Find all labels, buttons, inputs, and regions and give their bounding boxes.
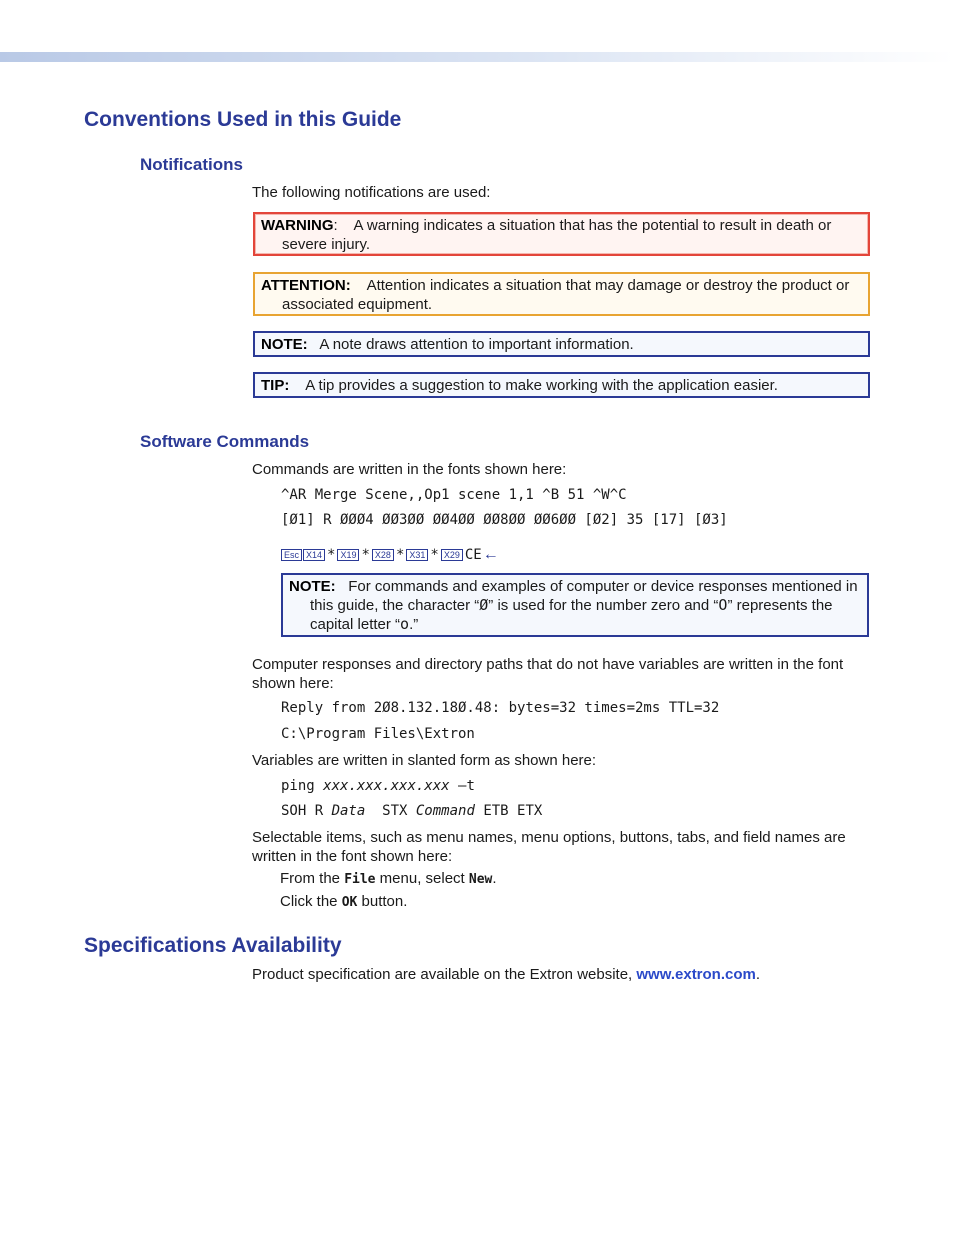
variable-example-2-a: SOH R bbox=[281, 803, 332, 819]
variable-example-1-c: —t bbox=[449, 778, 475, 794]
subsection-title-software-commands: Software Commands bbox=[140, 432, 310, 451]
selectable-example-1-c: . bbox=[492, 870, 497, 887]
commands-note-text-a: For commands and examples of computer or device responses mentioned in this guide, the character “ bbox=[310, 578, 858, 614]
commands-note-text-b: ” is used for the number zero and “ bbox=[488, 597, 719, 614]
key-x19: X19 bbox=[337, 549, 359, 561]
responses-intro: Computer responses and directory paths that do not have variables are written in the font shown here: bbox=[252, 656, 844, 692]
variable-example-2-b: Data bbox=[331, 803, 366, 819]
warning-text: A warning indicates a situation that has the potential to result in death or severe injury. bbox=[282, 217, 832, 253]
attention-label: ATTENTION: bbox=[261, 277, 351, 294]
variable-example-2 bbox=[281, 802, 542, 820]
tip-label: TIP: bbox=[261, 377, 290, 394]
command-example-2: [Ø1] R ØØØ4 ØØ3ØØ ØØ4ØØ ØØ8ØØ ØØ6ØØ [Ø2] 35 [17] [Ø3] bbox=[281, 512, 728, 528]
commands-note-zero: Ø bbox=[479, 596, 489, 614]
key-x28: X28 bbox=[372, 549, 394, 561]
warning-colon: : bbox=[333, 217, 338, 234]
selectable-ok: OK bbox=[341, 895, 358, 910]
commands-intro: Commands are written in the fonts shown here: bbox=[252, 461, 567, 478]
key-esc: Esc bbox=[281, 549, 302, 561]
commands-note-oh-lower: o bbox=[400, 615, 410, 633]
note-label: NOTE: bbox=[261, 336, 308, 353]
selectable-example-2 bbox=[280, 892, 407, 912]
left-arrow-icon: ← bbox=[482, 546, 499, 563]
section-title-specifications: Specifications Availability bbox=[84, 934, 342, 957]
extron-website-link[interactable]: www.extron.com bbox=[636, 966, 756, 983]
selectable-file: File bbox=[344, 872, 376, 887]
key-x29: X29 bbox=[441, 549, 463, 561]
subsection-title-notifications: Notifications bbox=[140, 155, 243, 174]
selectable-example-2-a: Click the bbox=[280, 893, 342, 910]
variable-example-1-a: ping bbox=[281, 778, 324, 794]
section-title-conventions: Conventions Used in this Guide bbox=[84, 108, 402, 131]
attention-text: Attention indicates a situation that may damage or destroy the product or associated equipment. bbox=[282, 277, 850, 313]
specifications-text bbox=[252, 965, 868, 984]
selectable-example-1-a: From the bbox=[280, 870, 345, 887]
warning-label: WARNING bbox=[261, 217, 334, 234]
specifications-text-end: . bbox=[755, 966, 761, 983]
star-separator: * bbox=[361, 547, 370, 563]
notifications-intro: The following notifications are used: bbox=[252, 184, 491, 201]
variable-example-1 bbox=[281, 777, 475, 795]
variable-example-2-c: STX bbox=[365, 803, 416, 819]
tip-box bbox=[253, 372, 870, 398]
commands-note-oh: O bbox=[718, 596, 728, 614]
response-example-1: Reply from 2Ø8.132.18Ø.48: bytes=32 times=2ms TTL=32 bbox=[281, 700, 720, 716]
warning-box bbox=[253, 212, 870, 256]
selectable-example-2-b: button. bbox=[357, 893, 408, 910]
specifications-text-a: Product specification are available on the Extron website, bbox=[252, 966, 637, 983]
key-x31: X31 bbox=[406, 549, 428, 561]
commands-note-text-c: ” represents the capital letter “ bbox=[310, 597, 833, 633]
star-separator: * bbox=[430, 547, 439, 563]
tip-text: A tip provides a suggestion to make working with the application easier. bbox=[305, 377, 778, 394]
command-example-1: ^AR Merge Scene,,Op1 scene 1,1 ^B 51 ^W^C bbox=[281, 487, 627, 503]
selectable-example-1-b: menu, select bbox=[375, 870, 469, 887]
variable-example-1-b: xxx.xxx.xxx.xxx bbox=[323, 778, 450, 794]
variable-example-2-e: ETB ETX bbox=[474, 803, 543, 819]
commands-note-text-d: .” bbox=[409, 616, 419, 633]
selectable-intro: Selectable items, such as menu names, menu options, buttons, tabs, and field names are written in the font shown here: bbox=[252, 829, 846, 865]
selectable-new: New bbox=[468, 872, 493, 887]
attention-box bbox=[253, 272, 870, 316]
key-x14: X14 bbox=[303, 549, 325, 561]
commands-note-box bbox=[281, 573, 869, 637]
star-separator: * bbox=[395, 547, 405, 563]
note-box bbox=[253, 331, 870, 357]
star-separator: * bbox=[327, 547, 336, 563]
key-sequence-example bbox=[281, 546, 499, 564]
variable-example-2-d: Command bbox=[415, 803, 475, 819]
header-gradient-bar bbox=[0, 52, 954, 62]
note-text: A note draws attention to important information. bbox=[319, 336, 634, 353]
variables-intro: Variables are written in slanted form as shown here: bbox=[252, 752, 597, 769]
commands-note-label: NOTE: bbox=[289, 578, 336, 595]
selectable-example-1 bbox=[280, 869, 497, 889]
key-ce: CE bbox=[464, 547, 482, 563]
response-example-2: C:\Program Files\Extron bbox=[281, 726, 475, 742]
